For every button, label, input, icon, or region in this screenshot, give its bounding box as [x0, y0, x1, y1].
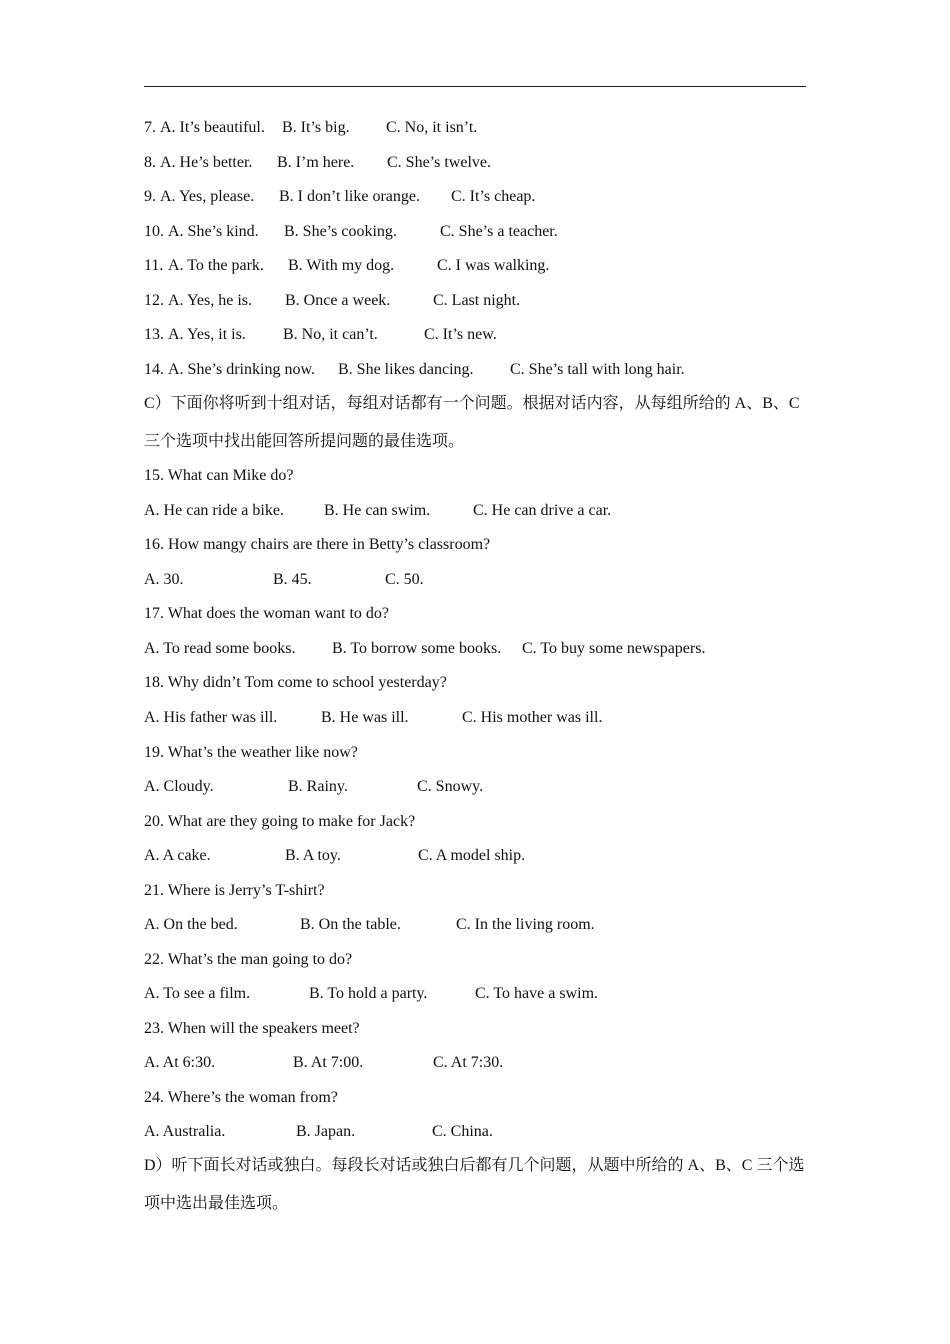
- question-20: 20. What are they going to make for Jack?: [144, 813, 416, 830]
- option-c: C. A model ship.: [418, 847, 526, 864]
- option-b: B. 45.: [273, 571, 312, 588]
- options-17: [144, 638, 706, 660]
- options-19: [144, 776, 484, 798]
- option-a: A. He can ride a bike.: [144, 502, 284, 519]
- question-21: 21. Where is Jerry’s T-shirt?: [144, 882, 325, 899]
- question-10: [144, 221, 558, 243]
- option-b: B. Japan.: [296, 1123, 356, 1140]
- option-a: A. A cake.: [144, 847, 211, 864]
- section-c-instruction: C）下面你将听到十组对话，每组对话都有一个问题。根据对话内容，从每组所给的 A、B、C 三个选项中找出能回答所提问题的最佳选项。: [144, 395, 800, 450]
- option-b: B. A toy.: [285, 847, 341, 864]
- option-b: B. She’s cooking.: [284, 223, 397, 240]
- option-c: C. In the living room.: [456, 916, 595, 933]
- question-24: 24. Where’s the woman from?: [144, 1089, 338, 1106]
- question-13: [144, 324, 497, 346]
- option-a: A. At 6:30.: [144, 1054, 216, 1071]
- option-c: C. Last night.: [433, 292, 521, 309]
- question-number: 9.: [144, 188, 156, 205]
- question-22: 22. What’s the man going to do?: [144, 951, 353, 968]
- question-number: 7.: [144, 119, 156, 136]
- option-c: C. Snowy.: [417, 778, 484, 795]
- option-b: B. To borrow some books.: [332, 640, 502, 657]
- option-a: A. It’s beautiful.: [160, 119, 265, 136]
- option-a: A. Australia.: [144, 1123, 226, 1140]
- options-18: [144, 707, 603, 729]
- option-b: B. I’m here.: [277, 154, 355, 171]
- option-b: B. To hold a party.: [309, 985, 428, 1002]
- question-23: 23. When will the speakers meet?: [144, 1020, 360, 1037]
- option-a: A. She’s kind.: [168, 223, 259, 240]
- option-c: C. No, it isn’t.: [386, 119, 478, 136]
- options-22: [144, 983, 599, 1005]
- option-a: A. His father was ill.: [144, 709, 278, 726]
- question-18: 18. Why didn’t Tom come to school yesterday?: [144, 674, 447, 691]
- option-c: C. She’s twelve.: [387, 154, 491, 171]
- option-c: C. China.: [432, 1123, 493, 1140]
- option-a: A. He’s better.: [160, 154, 253, 171]
- option-c: C. It’s new.: [424, 326, 497, 343]
- options-23: [144, 1052, 504, 1074]
- option-c: C. He can drive a car.: [473, 502, 612, 519]
- option-a: A. On the bed.: [144, 916, 238, 933]
- question-19: 19. What’s the weather like now?: [144, 744, 358, 761]
- options-20: [144, 845, 526, 867]
- option-b: B. At 7:00.: [293, 1054, 364, 1071]
- option-b: B. It’s big.: [282, 119, 350, 136]
- question-17: 17. What does the woman want to do?: [144, 605, 389, 622]
- option-c: C. I was walking.: [437, 257, 550, 274]
- option-a: A. Yes, please.: [160, 188, 255, 205]
- question-14: [144, 359, 685, 381]
- option-c: C. To have a swim.: [475, 985, 599, 1002]
- option-b: B. On the table.: [300, 916, 401, 933]
- option-b: B. No, it can’t.: [283, 326, 378, 343]
- options-24: [144, 1121, 493, 1143]
- section-d-instruction: D）听下面长对话或独白。每段长对话或独白后都有几个问题，从题中所给的 A、B、C 三个选项中选出最佳选项。: [144, 1157, 805, 1212]
- option-c: C. It’s cheap.: [451, 188, 536, 205]
- option-c: C. 50.: [385, 571, 424, 588]
- option-c: C. His mother was ill.: [462, 709, 603, 726]
- option-a: A. Yes, it is.: [168, 326, 246, 343]
- option-a: A. She’s drinking now.: [168, 361, 315, 378]
- options-21: [144, 914, 595, 936]
- options-16: [144, 569, 424, 591]
- question-16: 16. How mangy chairs are there in Betty’s classroom?: [144, 536, 491, 553]
- option-c: C. To buy some newspapers.: [522, 640, 706, 657]
- option-b: B. She likes dancing.: [338, 361, 474, 378]
- question-11: [144, 255, 550, 277]
- question-7: [144, 117, 478, 139]
- option-a: A. Cloudy.: [144, 778, 214, 795]
- option-b: B. I don’t like orange.: [279, 188, 421, 205]
- option-c: C. She’s tall with long hair.: [510, 361, 685, 378]
- question-number: 12.: [144, 292, 164, 309]
- question-12: [144, 290, 521, 312]
- options-15: [144, 500, 612, 522]
- question-8: [144, 152, 491, 174]
- option-c: C. At 7:30.: [433, 1054, 504, 1071]
- option-c: C. She’s a teacher.: [440, 223, 558, 240]
- question-number: 14.: [144, 361, 164, 378]
- option-a: A. 30.: [144, 571, 184, 588]
- option-b: B. Once a week.: [285, 292, 391, 309]
- question-number: 13.: [144, 326, 164, 343]
- option-a: A. To read some books.: [144, 640, 296, 657]
- option-a: A. To the park.: [168, 257, 264, 274]
- option-b: B. He can swim.: [324, 502, 431, 519]
- header-rule: [144, 86, 806, 87]
- option-b: B. He was ill.: [321, 709, 409, 726]
- option-a: A. To see a film.: [144, 985, 251, 1002]
- question-9: [144, 186, 536, 208]
- question-15: 15. What can Mike do?: [144, 467, 294, 484]
- option-b: B. With my dog.: [288, 257, 395, 274]
- question-number: 11.: [144, 257, 164, 274]
- option-b: B. Rainy.: [288, 778, 348, 795]
- question-number: 10.: [144, 223, 164, 240]
- question-number: 8.: [144, 154, 156, 171]
- option-a: A. Yes, he is.: [168, 292, 253, 309]
